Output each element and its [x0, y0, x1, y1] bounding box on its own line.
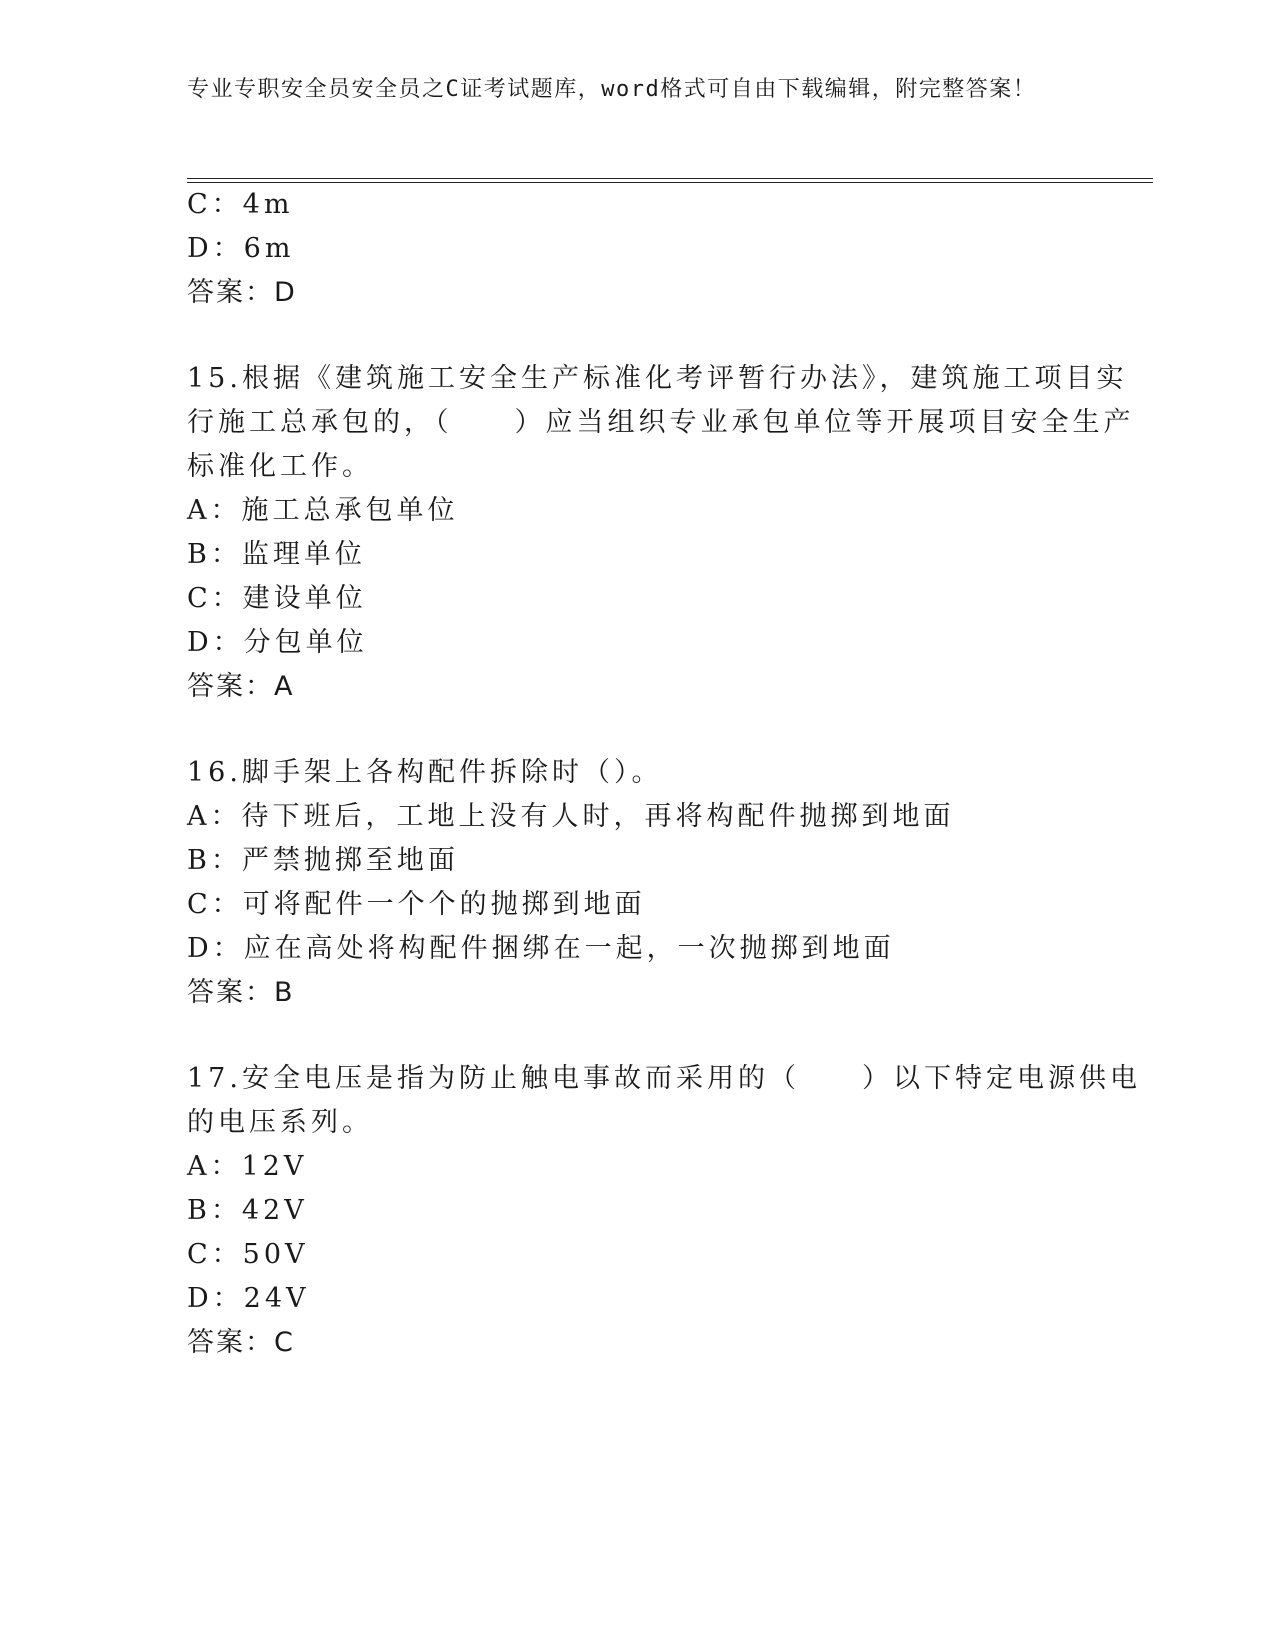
option-line: C：建设单位 — [187, 583, 367, 614]
question-text-line: 16.脚手架上各构配件拆除时（）。 — [187, 757, 663, 788]
header-divider — [187, 178, 1153, 183]
question-text-line: 行施工总承包的，（ ）应当组织专业承包单位等开展项目安全生产 — [187, 407, 1135, 438]
question-text-line: 15.根据《建筑施工安全生产标准化考评暂行办法》，建筑施工项目实 — [187, 363, 1128, 394]
question-text-line: 标准化工作。 — [187, 451, 373, 482]
question-text-line: 17.安全电压是指为防止触电事故而采用的（ ）以下特定电源供电 — [187, 1063, 1141, 1094]
option-line: A：待下班后，工地上没有人时，再将构配件抛掷到地面 — [187, 801, 955, 832]
document-header: 专业专职安全员安全员之C证考试题库，word格式可自由下载编辑，附完整答案！ — [187, 77, 1037, 102]
option-line: D：应在高处将构配件捆绑在一起，一次抛掷到地面 — [187, 933, 895, 964]
question-text-line: 的电压系列。 — [187, 1107, 373, 1138]
answer-line: 答案：C — [187, 1327, 295, 1358]
option-line: A：施工总承包单位 — [187, 495, 459, 526]
answer-line: 答案：B — [187, 977, 295, 1008]
answer-line: 答案：D — [187, 277, 297, 308]
option-line: C：可将配件一个个的抛掷到地面 — [187, 889, 646, 920]
option-line: C：4m — [187, 189, 294, 220]
option-line: B：严禁抛掷至地面 — [187, 845, 459, 876]
answer-line: 答案：A — [187, 671, 295, 702]
option-line: C：50V — [187, 1239, 309, 1270]
option-line: A：12V — [187, 1151, 308, 1182]
option-line: B：42V — [187, 1195, 308, 1226]
option-line: D：24V — [187, 1283, 310, 1314]
option-line: D：分包单位 — [187, 627, 368, 658]
option-line: B：监理单位 — [187, 539, 366, 570]
option-line: D：6m — [187, 233, 295, 264]
